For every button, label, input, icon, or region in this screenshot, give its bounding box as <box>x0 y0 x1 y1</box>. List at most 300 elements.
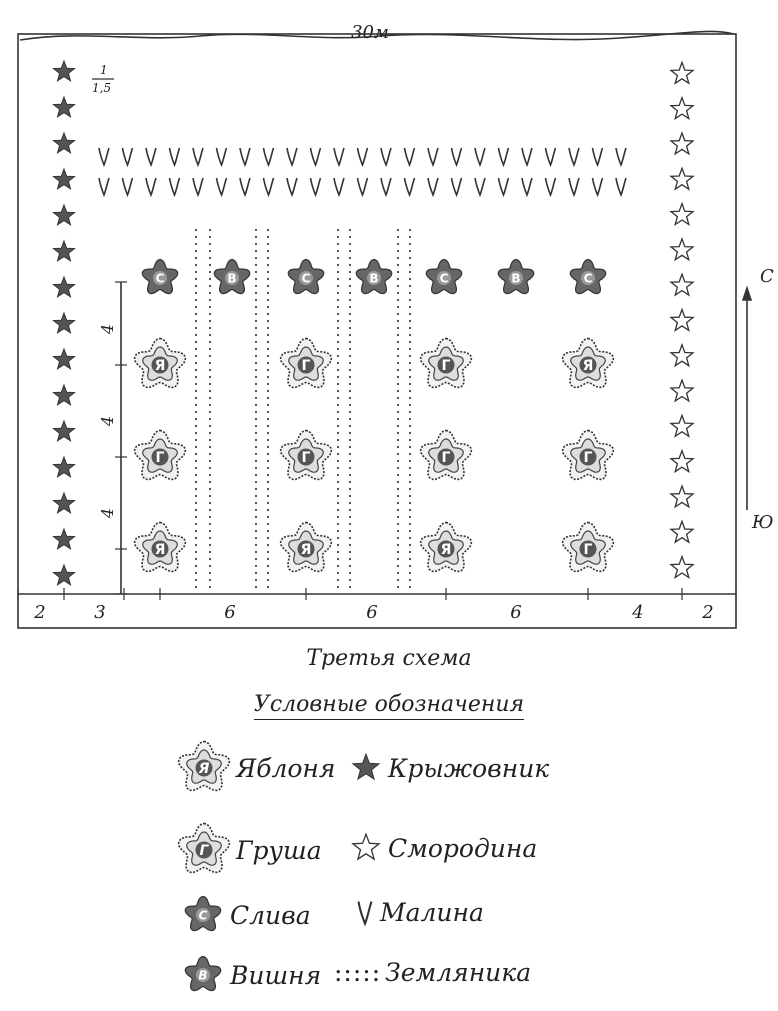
strawberry-dot <box>349 250 351 252</box>
apple-tree <box>135 339 186 388</box>
raspberry-plant <box>381 178 391 195</box>
strawberry-dot <box>397 348 399 350</box>
strawberry-dot <box>409 551 411 553</box>
strawberry-dot <box>195 299 197 301</box>
strawberry-dot <box>337 404 339 406</box>
strawberry-dot <box>209 355 211 357</box>
strawberry-dot <box>397 418 399 420</box>
strawberry-dot <box>397 383 399 385</box>
strawberry-dot <box>397 467 399 469</box>
strawberry-dot <box>255 264 257 266</box>
currant-bush <box>671 98 693 119</box>
strawberry-dot <box>209 285 211 287</box>
svg-text:В: В <box>227 271 237 286</box>
strawberry-dot <box>195 285 197 287</box>
legend-item-strawberry <box>330 958 531 987</box>
strawberry-dot <box>349 362 351 364</box>
raspberry-plant <box>240 148 250 165</box>
strawberry-dot <box>209 565 211 567</box>
strawberry-dot <box>255 243 257 245</box>
strawberry-dot <box>255 320 257 322</box>
strawberry-dot <box>409 586 411 588</box>
strawberry-dot <box>255 334 257 336</box>
strawberry-dot <box>209 418 211 420</box>
plum-tree <box>426 260 462 294</box>
strawberry-dot <box>397 250 399 252</box>
raspberry-plant <box>522 148 532 165</box>
strawberry-dot <box>409 509 411 511</box>
strawberry-dot <box>337 439 339 441</box>
strawberry-dot <box>255 516 257 518</box>
strawberry-dot <box>209 481 211 483</box>
strawberry-dot <box>349 320 351 322</box>
strawberry-dot <box>267 551 269 553</box>
strawberry-dot <box>397 439 399 441</box>
apple-tree <box>421 523 472 572</box>
strawberry-dot <box>195 523 197 525</box>
strawberry-dot <box>195 488 197 490</box>
strawberry-dot <box>409 439 411 441</box>
strawberry-dot <box>397 369 399 371</box>
strawberry-dot <box>255 390 257 392</box>
strawberry-dot <box>337 327 339 329</box>
strawberry-dot <box>409 327 411 329</box>
gooseberry-bush <box>54 313 75 333</box>
strawberry-dot <box>267 586 269 588</box>
strawberry-dot <box>409 390 411 392</box>
strawberry-dot <box>397 243 399 245</box>
strawberry-dot <box>409 544 411 546</box>
gooseberry-bush <box>54 169 75 189</box>
strawberry-dot <box>337 411 339 413</box>
strawberry-dot <box>209 558 211 560</box>
strawberry-dot <box>397 229 399 231</box>
strawberry-dot <box>349 572 351 574</box>
strawberry-dot <box>349 313 351 315</box>
strawberry-dot <box>255 229 257 231</box>
currant-bush <box>671 133 693 154</box>
gooseberry-bush <box>54 133 75 153</box>
strawberry-dot <box>397 264 399 266</box>
strawberry-dot <box>397 586 399 588</box>
strawberry-dot <box>209 502 211 504</box>
strawberry-dot <box>397 257 399 259</box>
strawberry-dot <box>397 299 399 301</box>
raspberry-plant <box>193 178 203 195</box>
strawberry-dot <box>409 320 411 322</box>
strawberry-dot <box>209 453 211 455</box>
bottom-dimension-label: 3 <box>94 602 106 623</box>
strawberry-dot <box>209 488 211 490</box>
compass-south-label: Ю <box>752 512 774 533</box>
gooseberry-bush <box>54 277 75 297</box>
strawberry-dot <box>409 474 411 476</box>
strawberry-dot <box>397 278 399 280</box>
strawberry-dot <box>267 236 269 238</box>
strawberry-dot <box>397 509 399 511</box>
strawberry-dot <box>209 516 211 518</box>
strawberry-dot <box>397 565 399 567</box>
strawberry-dot <box>337 558 339 560</box>
gooseberry-bush <box>54 205 75 225</box>
strawberry-dot <box>397 285 399 287</box>
strawberry-dot <box>349 376 351 378</box>
strawberry-dot <box>349 397 351 399</box>
bottom-dimension-label: 6 <box>366 602 378 623</box>
cherry-tree <box>214 260 250 294</box>
strawberry-dot <box>209 236 211 238</box>
raspberry-plant <box>99 178 109 195</box>
strawberry-dot <box>267 348 269 350</box>
strawberry-dot <box>409 334 411 336</box>
strawberry-dot <box>409 446 411 448</box>
strawberry-dot <box>409 537 411 539</box>
raspberry-plant <box>428 178 438 195</box>
strawberry-dot <box>267 397 269 399</box>
strawberry-dot <box>195 236 197 238</box>
cherry-tree <box>356 260 392 294</box>
legend-label-apple: Яблоня <box>236 753 336 783</box>
legend-label-cherry: Вишня <box>230 960 322 990</box>
strawberry-dot <box>349 453 351 455</box>
svg-text:Г: Г <box>583 542 593 558</box>
strawberry-dot <box>209 271 211 273</box>
strawberry-dot <box>255 432 257 434</box>
strawberry-dot <box>195 586 197 588</box>
legend-item-gooseberry <box>348 752 549 784</box>
strawberry-dot <box>397 453 399 455</box>
strawberry-dot <box>409 229 411 231</box>
strawberry-dot <box>267 446 269 448</box>
strawberry-dot <box>209 369 211 371</box>
strawberry-dot <box>409 558 411 560</box>
plum-tree <box>142 260 178 294</box>
strawberry-dot <box>337 292 339 294</box>
raspberry-plant <box>123 178 133 195</box>
svg-text:В: В <box>198 968 208 983</box>
bottom-dimension-label: 4 <box>632 602 644 623</box>
raspberry-plant <box>193 148 203 165</box>
scheme-title: Третья схема <box>306 646 472 671</box>
strawberry-dot <box>397 306 399 308</box>
strawberry-dot <box>267 250 269 252</box>
strawberry-dot <box>209 404 211 406</box>
strawberry-dot <box>397 516 399 518</box>
strawberry-dot <box>255 467 257 469</box>
strawberry-dot <box>267 481 269 483</box>
strawberry-dot <box>267 320 269 322</box>
currant-bush <box>671 451 693 472</box>
strawberry-dot <box>209 495 211 497</box>
strawberry-dot <box>255 572 257 574</box>
strawberry-dot <box>195 362 197 364</box>
strawberry-dot <box>409 425 411 427</box>
gooseberry-bush <box>54 529 75 549</box>
strawberry-dot <box>267 243 269 245</box>
strawberry-dot <box>349 327 351 329</box>
strawberry-dot <box>337 278 339 280</box>
strawberry-dot <box>397 271 399 273</box>
strawberry-dot <box>409 285 411 287</box>
strawberry-dot <box>209 229 211 231</box>
strawberry-dot <box>255 404 257 406</box>
svg-text:С: С <box>198 908 208 923</box>
strawberry-dot <box>209 348 211 350</box>
currant-bush <box>671 415 693 436</box>
strawberry-dot <box>349 383 351 385</box>
strawberry-dot <box>195 411 197 413</box>
pear-tree <box>421 339 472 388</box>
strawberry-dot <box>255 502 257 504</box>
strawberry-dot <box>195 418 197 420</box>
strawberry-dot <box>267 572 269 574</box>
strawberry-dot <box>195 544 197 546</box>
strawberry-dot <box>195 376 197 378</box>
strawberry-dot <box>209 306 211 308</box>
currant-bush <box>671 380 693 401</box>
strawberry-dot <box>409 278 411 280</box>
strawberry-dot <box>267 432 269 434</box>
strawberry-dot <box>209 425 211 427</box>
spacing-note-denominator: 1,5 <box>92 81 112 95</box>
strawberry-dot <box>255 551 257 553</box>
svg-text:С: С <box>155 271 165 286</box>
currant-bush <box>671 486 693 507</box>
strawberry-dot <box>209 460 211 462</box>
strawberry-dot <box>209 264 211 266</box>
svg-text:Г: Г <box>441 358 451 374</box>
strawberry-dot <box>195 278 197 280</box>
strawberry-dot <box>267 285 269 287</box>
raspberry-plant <box>146 148 156 165</box>
strawberry-dot <box>195 453 197 455</box>
strawberry-dot <box>267 558 269 560</box>
strawberry-dot <box>209 313 211 315</box>
strawberry-dot <box>255 425 257 427</box>
strawberry-dot <box>337 425 339 427</box>
strawberry-dot <box>267 327 269 329</box>
strawberry-dot <box>337 488 339 490</box>
strawberry-dot <box>337 523 339 525</box>
pear-tree <box>563 431 614 480</box>
strawberry-dot <box>397 481 399 483</box>
strawberry-dot <box>349 369 351 371</box>
strawberry-dot <box>337 432 339 434</box>
svg-text:С: С <box>301 271 311 286</box>
strawberry-dot <box>337 481 339 483</box>
strawberry-dot <box>255 383 257 385</box>
strawberry-dot <box>337 362 339 364</box>
legend-item-cherry <box>180 952 321 998</box>
pear-tree <box>135 431 186 480</box>
raspberry-icon <box>354 896 376 928</box>
strawberry-dot <box>397 292 399 294</box>
strawberry-dot <box>195 243 197 245</box>
strawberry-dot <box>337 509 339 511</box>
cherry-tree <box>498 260 534 294</box>
strawberry-dot <box>349 565 351 567</box>
strawberry-dot <box>337 236 339 238</box>
svg-text:Я: Я <box>198 761 210 777</box>
strawberry-dot <box>349 348 351 350</box>
strawberry-dot <box>209 411 211 413</box>
left-dimension-label: 4 <box>98 323 117 335</box>
strawberry-dot <box>409 306 411 308</box>
strawberry-dot <box>195 516 197 518</box>
raspberry-plant <box>428 148 438 165</box>
strawberry-dot <box>209 530 211 532</box>
strawberry-dot <box>337 418 339 420</box>
legend-item-apple <box>176 740 335 796</box>
strawberry-dot <box>349 243 351 245</box>
strawberry-dot <box>209 278 211 280</box>
strawberry-dot <box>255 278 257 280</box>
strawberry-dot <box>409 404 411 406</box>
strawberry-dot <box>409 250 411 252</box>
strawberry-dot <box>337 229 339 231</box>
plum-tree-icon <box>180 892 226 938</box>
strawberry-dot <box>267 306 269 308</box>
raspberry-plant <box>569 178 579 195</box>
strawberry-dot <box>409 523 411 525</box>
strawberry-dot <box>255 446 257 448</box>
strawberry-dot <box>337 306 339 308</box>
strawberry-dot <box>195 229 197 231</box>
strawberry-dot <box>349 467 351 469</box>
strawberry-dot <box>255 509 257 511</box>
strawberry-dot <box>209 537 211 539</box>
strawberry-dot <box>209 439 211 441</box>
strawberry-dot <box>255 327 257 329</box>
raspberry-plant <box>405 178 415 195</box>
currant-bush <box>671 557 693 578</box>
pear-tree <box>421 431 472 480</box>
apple-tree <box>281 523 332 572</box>
raspberry-plant <box>593 178 603 195</box>
strawberry-dot <box>409 495 411 497</box>
strawberry-dot <box>267 404 269 406</box>
legend-label-pear: Груша <box>236 835 322 865</box>
strawberry-dot <box>267 341 269 343</box>
strawberry-dot <box>409 369 411 371</box>
legend-label-raspberry: Малина <box>380 897 484 927</box>
strawberry-dot <box>349 264 351 266</box>
strawberry-dot <box>337 355 339 357</box>
legend-label-strawberry: Земляника <box>385 958 532 987</box>
strawberry-dot <box>337 383 339 385</box>
strawberry-dot <box>409 257 411 259</box>
strawberry-dot <box>267 530 269 532</box>
plot-width-label: 30м <box>351 22 389 43</box>
strawberry-dot <box>397 341 399 343</box>
strawberry-dot <box>209 467 211 469</box>
strawberry-dot <box>255 285 257 287</box>
strawberry-dot <box>409 348 411 350</box>
strawberry-dot <box>349 488 351 490</box>
strawberry-dot <box>195 264 197 266</box>
strawberry-dot <box>195 446 197 448</box>
strawberry-dot <box>195 383 197 385</box>
strawberry-dot <box>397 537 399 539</box>
svg-text:Я: Я <box>440 542 452 558</box>
strawberry-dot <box>267 460 269 462</box>
strawberry-dot <box>349 341 351 343</box>
gooseberry-bush <box>54 565 75 585</box>
strawberry-dot <box>195 579 197 581</box>
svg-text:Г: Г <box>583 450 593 466</box>
strawberry-dot <box>209 572 211 574</box>
strawberry-dot <box>409 467 411 469</box>
strawberry-dot <box>195 481 197 483</box>
currant-bush <box>671 204 693 225</box>
strawberry-dot <box>267 509 269 511</box>
strawberry-dot <box>337 530 339 532</box>
currant-bush <box>671 274 693 295</box>
gooseberry-bush <box>54 241 75 261</box>
strawberry-dot <box>397 488 399 490</box>
svg-text:Г: Г <box>199 843 209 859</box>
strawberry-dot <box>267 369 269 371</box>
strawberry-dot <box>349 516 351 518</box>
bottom-dimension-label: 2 <box>702 602 714 623</box>
strawberry-dot <box>337 264 339 266</box>
strawberry-dot <box>255 313 257 315</box>
strawberry-dot <box>195 425 197 427</box>
raspberry-plant <box>217 178 227 195</box>
svg-text:Г: Г <box>301 450 311 466</box>
bottom-dimension-label: 6 <box>224 602 236 623</box>
strawberry-dot <box>409 516 411 518</box>
strawberry-dot <box>397 320 399 322</box>
cherry-tree-icon <box>180 952 226 998</box>
strawberry-dot <box>397 495 399 497</box>
strawberry-dot <box>255 453 257 455</box>
strawberry-dot <box>209 250 211 252</box>
strawberry-dot <box>195 348 197 350</box>
strawberry-dot <box>397 544 399 546</box>
strawberry-dot <box>255 299 257 301</box>
strawberry-dot <box>195 292 197 294</box>
strawberry-dot <box>195 390 197 392</box>
svg-text:С: С <box>439 271 449 286</box>
strawberry-dot <box>349 236 351 238</box>
legend-item-currant <box>348 832 537 864</box>
strawberry-dot <box>267 495 269 497</box>
strawberry-dot <box>195 558 197 560</box>
strawberry-dots-icon: ::::: <box>334 958 382 987</box>
strawberry-dot <box>255 537 257 539</box>
strawberry-dot <box>209 474 211 476</box>
strawberry-dot <box>349 278 351 280</box>
bottom-dimension-label: 2 <box>34 602 46 623</box>
strawberry-dot <box>349 579 351 581</box>
strawberry-dot <box>209 523 211 525</box>
left-dimension-label: 4 <box>98 507 117 519</box>
strawberry-dot <box>209 432 211 434</box>
strawberry-dot <box>195 509 197 511</box>
strawberry-dot <box>267 565 269 567</box>
strawberry-dot <box>255 411 257 413</box>
raspberry-plant <box>358 148 368 165</box>
strawberry-dot <box>209 509 211 511</box>
strawberry-dot <box>409 313 411 315</box>
raspberry-plant <box>475 148 485 165</box>
pear-tree <box>563 523 614 572</box>
raspberry-plant <box>546 178 556 195</box>
strawberry-dot <box>267 488 269 490</box>
strawberry-dot <box>409 243 411 245</box>
strawberry-dot <box>409 362 411 364</box>
